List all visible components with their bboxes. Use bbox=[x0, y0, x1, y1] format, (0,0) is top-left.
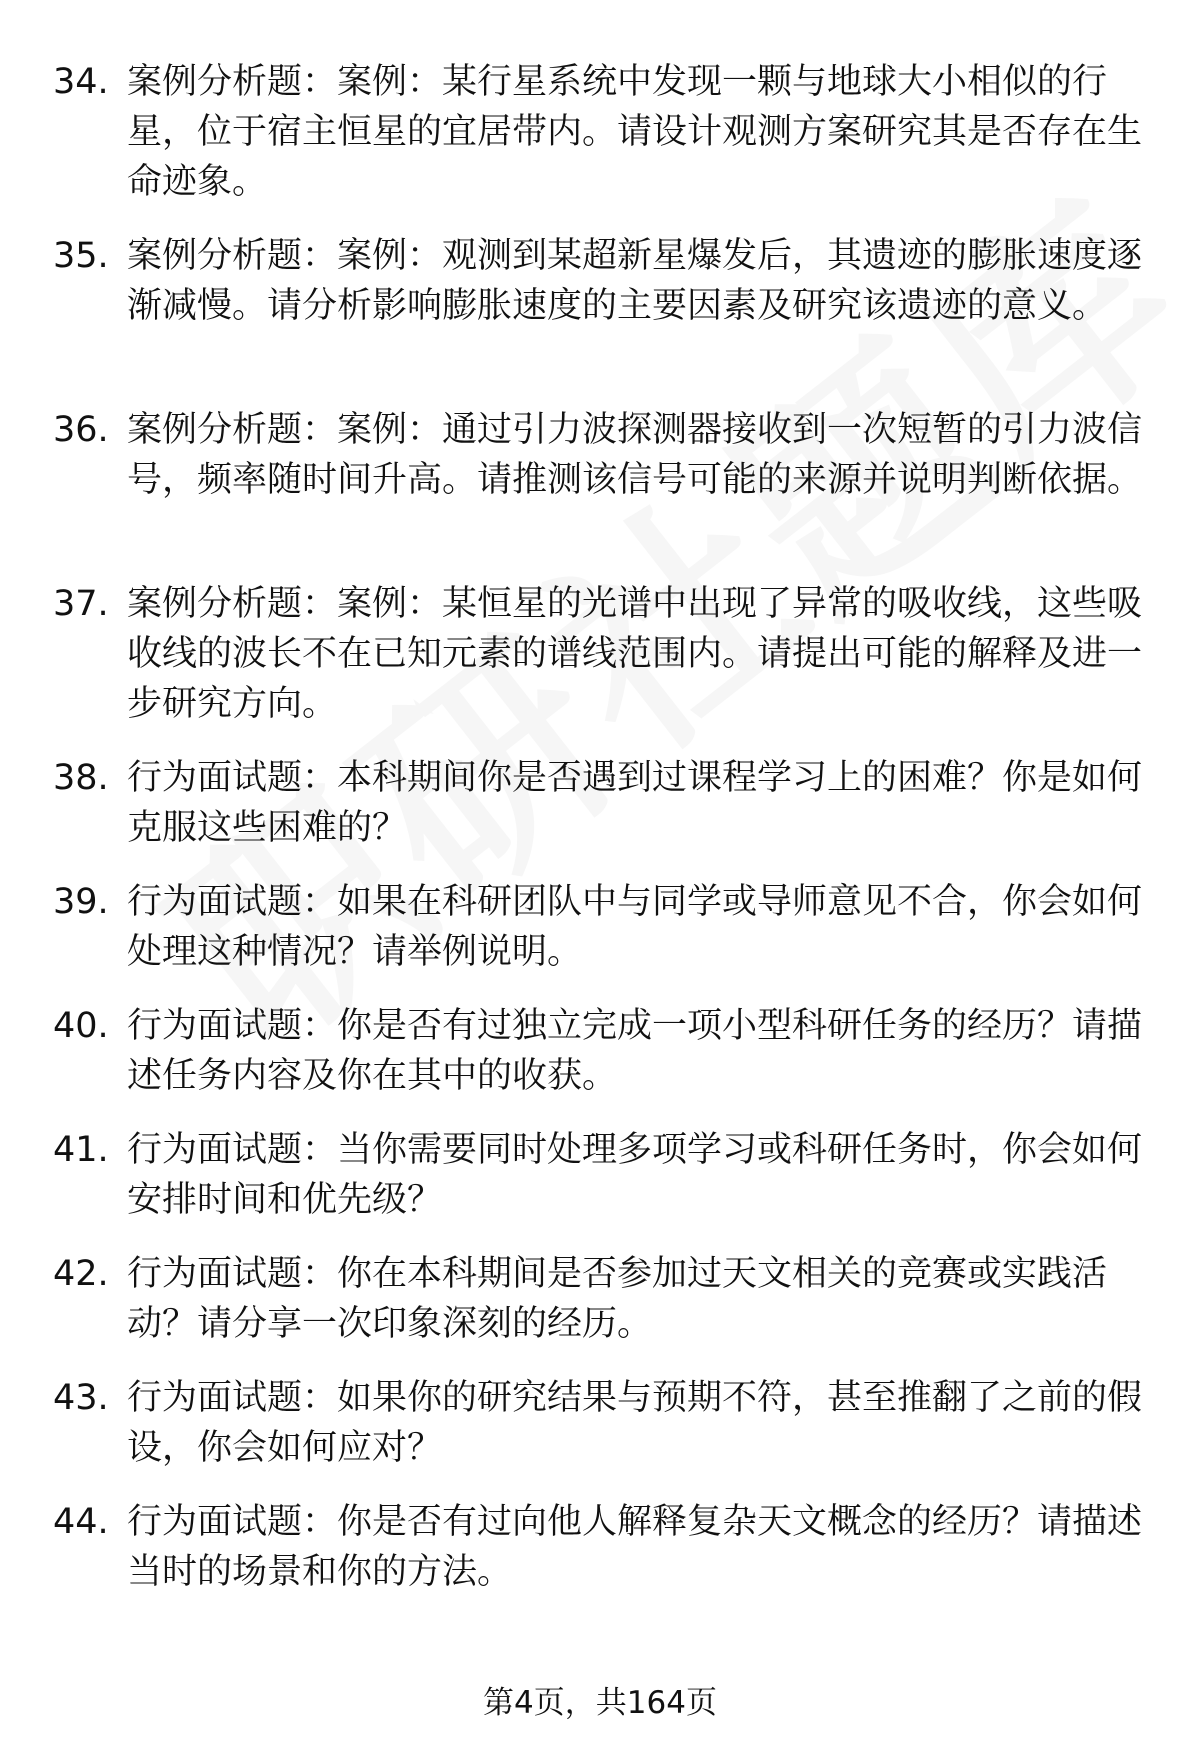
question-number: 43. bbox=[53, 1378, 109, 1418]
question-item bbox=[0, 1001, 1200, 1125]
question-text: 行为面试题：你在本科期间是否参加过天文相关的竞赛或实践活动？请分享一次印象深刻的经历。 bbox=[127, 1254, 1108, 1344]
question-item bbox=[0, 1373, 1200, 1497]
question-item bbox=[0, 579, 1200, 753]
question-number: 38. bbox=[53, 758, 109, 798]
question-number: 34. bbox=[53, 62, 109, 102]
question-text: 案例分析题：案例：观测到某超新星爆发后，其遗迹的膨胀速度逐渐减慢。请分析影响膨胀速度的主要因素及研究该遗迹的意义。 bbox=[127, 236, 1143, 326]
question-number: 41. bbox=[53, 1130, 109, 1170]
question-text: 案例分析题：案例：某行星系统中发现一颗与地球大小相似的行星，位于宿主恒星的宜居带内。请设计观测方案研究其是否存在生命迹象。 bbox=[127, 62, 1143, 202]
question-number: 37. bbox=[53, 584, 109, 624]
question-text: 案例分析题：案例：通过引力波探测器接收到一次短暂的引力波信号，频率随时间升高。请推测该信号可能的来源并说明判断依据。 bbox=[127, 410, 1143, 500]
question-item bbox=[0, 405, 1200, 579]
question-text: 行为面试题：如果在科研团队中与同学或导师意见不合，你会如何处理这种情况？请举例说明。 bbox=[127, 882, 1143, 972]
question-text: 行为面试题：你是否有过向他人解释复杂天文概念的经历？请描述当时的场景和你的方法。 bbox=[127, 1502, 1143, 1592]
question-item bbox=[0, 1125, 1200, 1249]
question-number: 40. bbox=[53, 1006, 109, 1046]
question-item bbox=[0, 1249, 1200, 1373]
question-list bbox=[0, 57, 1200, 1621]
question-text: 行为面试题：如果你的研究结果与预期不符，甚至推翻了之前的假设，你会如何应对？ bbox=[127, 1378, 1143, 1468]
question-number: 35. bbox=[53, 236, 109, 276]
question-number: 42. bbox=[53, 1254, 109, 1294]
question-text: 行为面试题：本科期间你是否遇到过课程学习上的困难？你是如何克服这些困难的？ bbox=[127, 758, 1143, 848]
question-item bbox=[0, 753, 1200, 877]
question-item bbox=[0, 231, 1200, 405]
question-item bbox=[0, 1497, 1200, 1621]
question-number: 44. bbox=[53, 1502, 109, 1542]
question-text: 案例分析题：案例：某恒星的光谱中出现了异常的吸收线，这些吸收线的波长不在已知元素的谱线范围内。请提出可能的解释及进一步研究方向。 bbox=[127, 584, 1143, 724]
question-item bbox=[0, 57, 1200, 231]
question-text: 行为面试题：你是否有过独立完成一项小型科研任务的经历？请描述任务内容及你在其中的收获。 bbox=[127, 1006, 1143, 1096]
question-number: 39. bbox=[53, 882, 109, 922]
page-footer: 第4页，共164页 bbox=[483, 1685, 717, 1721]
question-text: 行为面试题：当你需要同时处理多项学习或科研任务时，你会如何安排时间和优先级？ bbox=[127, 1130, 1143, 1220]
question-item bbox=[0, 877, 1200, 1001]
question-number: 36. bbox=[53, 410, 109, 450]
